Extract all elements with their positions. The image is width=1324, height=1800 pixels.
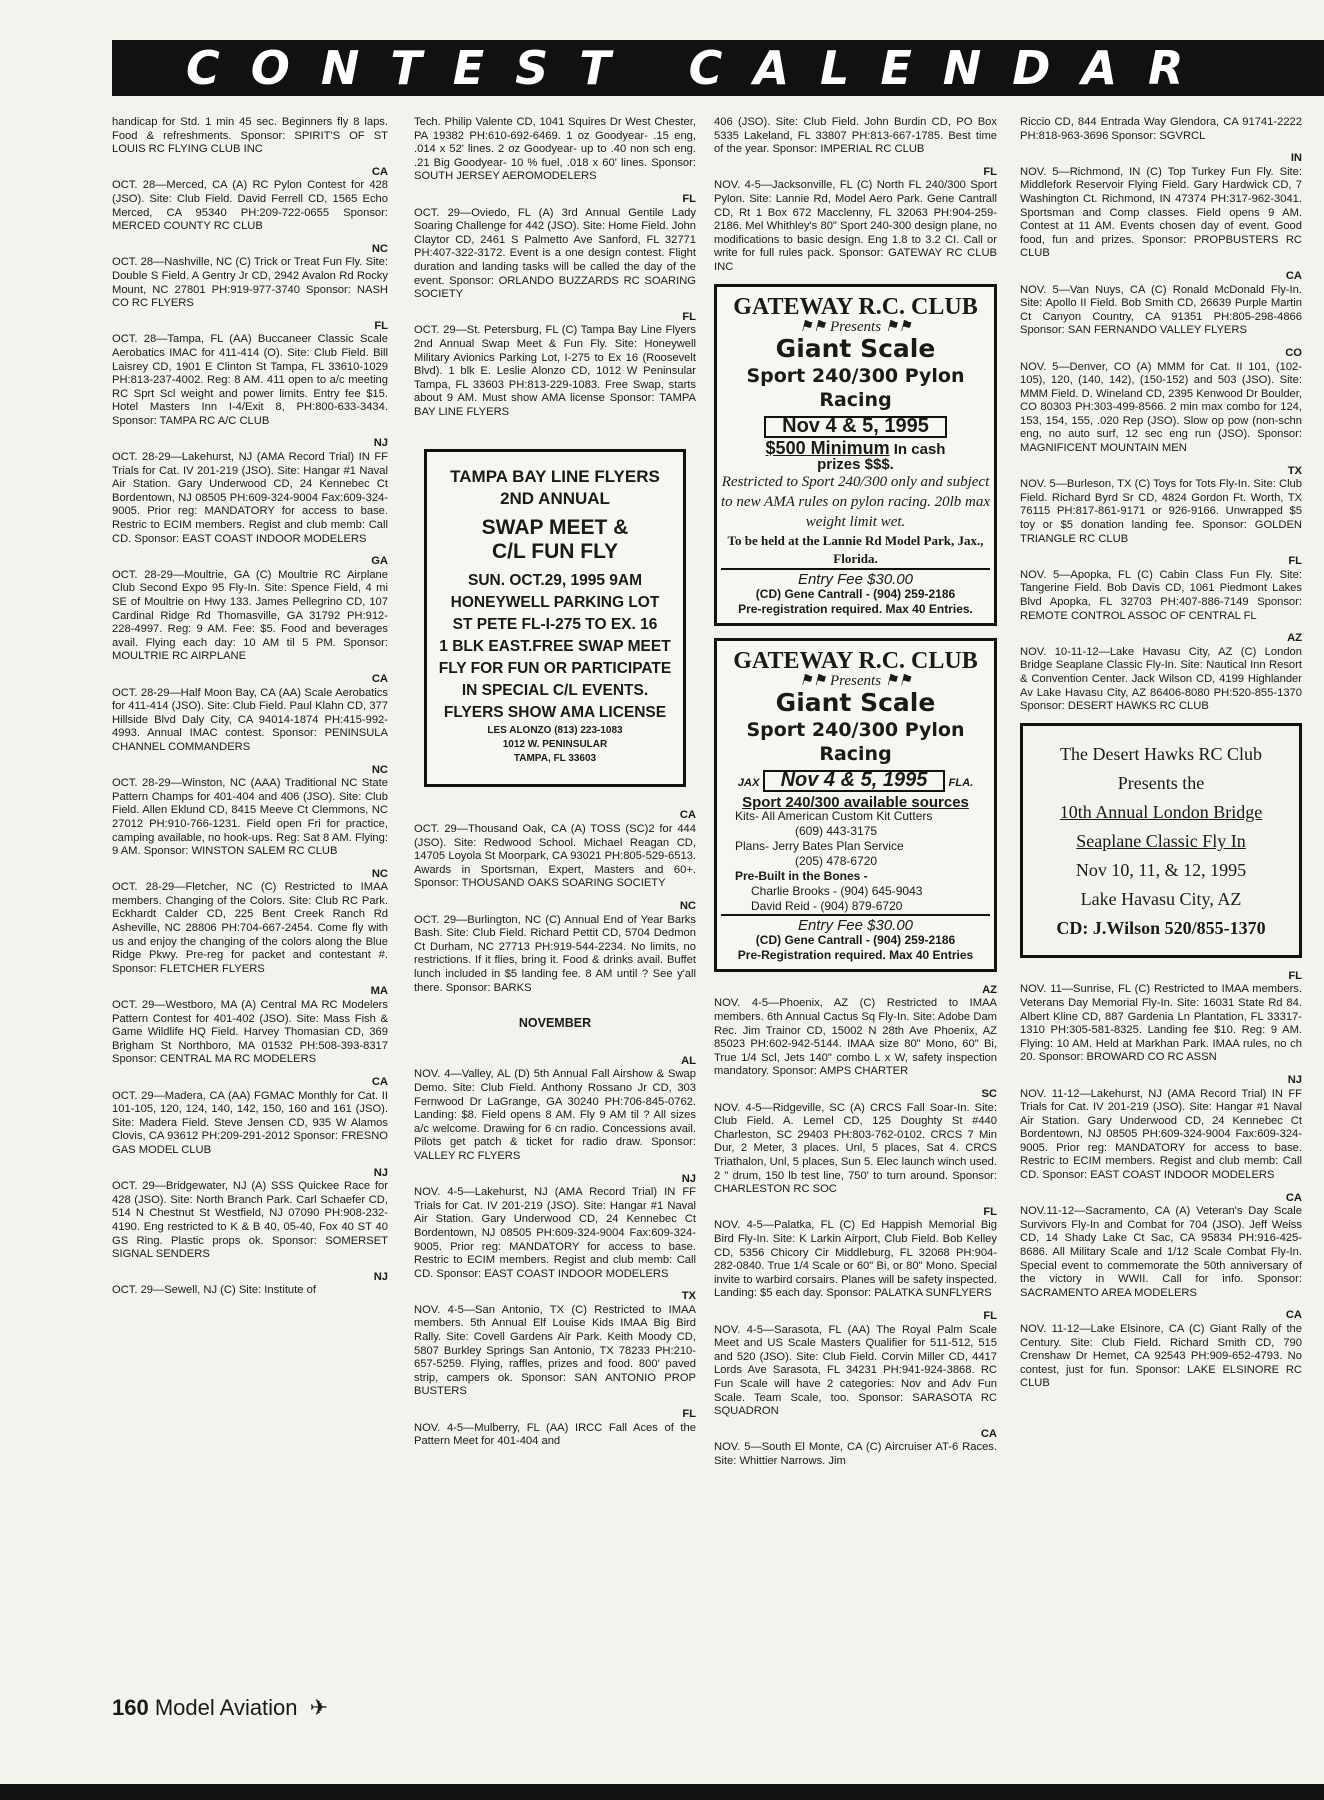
- entry-text: OCT. 29—Madera, CA (AA) FGMAC Monthly for Cat. II 101-105, 120, 124, 140, 142, 150, 160 and 161 (JSO). Site: Madera Field. Steve Jensen CD, 935 W Alamos Clovis, CA 93612 PH:209-291-2012 Sponsor: FRESNO GAS MODEL CLUB: [112, 1089, 388, 1156]
- calendar-entry: [112, 673, 388, 755]
- state-code: CO: [1285, 346, 1302, 359]
- ad-line: ST PETE FL-I-275 TO EX. 16: [452, 616, 658, 634]
- state-code: CA: [371, 165, 388, 178]
- entry-text: OCT. 28-29—Fletcher, NC (C) Restricted to IMAA members. Changing of the Colors. Site: Club RC Park. Eckhardt Calder CD, 225 Bent Creek Ranch Rd Asheville, NC 28806 PH:704-667-2454. Come fly with us and enjoy the changing of the colors along the Blue Ridge Pkwy. Pre-reg for packet and contestant #. Sponsor: FLETCHER FLYERS: [112, 881, 388, 975]
- state-code: NJ: [373, 1270, 388, 1283]
- state-code: FL: [682, 192, 696, 205]
- ad-line: ⚑⚑ Presents ⚑⚑: [799, 672, 912, 689]
- entry-text: NOV. 4-5—Ridgeville, SC (A) CRCS Fall Soar-In. Site: Club Field. A. Lemel CD, 125 Doughty St #440 Charleston, SC 29403 PH:803-762-0102. CRCS 7 Min Dur, 2 Meter, 3 places. Unl, 5 places, Sat 4. CRCS Triathalon, Unl, 5 places, Sun 5. Elec launch winch used. 2 " drum, 150 lb test line, 750' to turn around. Sponsor: CHARLESTON RC SOC: [714, 1101, 997, 1196]
- entry-text: handicap for Std. 1 min 45 sec. Beginners fly 8 laps. Food & refreshments. Sponsor: SPIRIT'S OF ST LOUIS RC FLYING CLUB INC: [112, 116, 388, 156]
- column-4: [1020, 116, 1302, 1400]
- ad-line: 1 BLK EAST.FREE SWAP MEET: [439, 638, 671, 656]
- entry-list: [414, 116, 696, 419]
- entry-text: Tech. Philip Valente CD, 1041 Squires Dr West Chester, PA 19382 PH:610-692-6469. 1 oz Goodyear- .15 eng, .014 x 52' lines. 2 oz Goodyear- up to .40 non sch eng. .21 Big Goodyear- 10 % fuel, .018 x 60' lines. Sponsor: SOUTH JERSEY AEROMODELERS: [414, 116, 696, 183]
- checkered-flags-icon: ⚑⚑: [884, 318, 912, 335]
- event-date-box: Nov 4 & 5, 1995: [764, 416, 947, 438]
- state-code: SC: [981, 1088, 997, 1101]
- state-code: IN: [1290, 152, 1302, 165]
- state-code: FL: [374, 319, 388, 332]
- gateway-rc-club-ad-1: [714, 284, 997, 626]
- ad-line: Sport 240/300 available sources: [742, 793, 969, 811]
- ad-line: (609) 443-3175: [795, 824, 878, 839]
- state-code: NJ: [681, 1172, 696, 1185]
- calendar-entry: [112, 437, 388, 546]
- calendar-entry: [414, 1055, 696, 1164]
- calendar-entry: [714, 1088, 997, 1197]
- entry-text: NOV.11-12—Sacramento, CA (A) Veteran's Day Scale Survivors Fly-In and Combat for 704 (JSO). Jeff Weiss CD, 14 Shady Lake Ct Sac, CA 95834 PH:916-425-8686. All Military Scale and 1/12 Scale Combat Fly-In. Special event to commemorate the 50th anniversary of the victory in WWII. Call for info. Sponsor: SACRAMENTO AREA MODELERS: [1020, 1205, 1302, 1299]
- entry-text: NOV. 4-5—Mulberry, FL (AA) IRCC Fall Aces of the Pattern Meet for 401-404 and: [414, 1421, 696, 1448]
- ad-line: IN SPECIAL C/L EVENTS.: [461, 682, 649, 700]
- ad-line: (CD) Gene Cantrall - (904) 259-2186: [755, 586, 956, 601]
- entry-text: NOV. 4-5—Palatka, FL (C) Ed Happish Memorial Big Bird Fly-In. Site: K Larkin Airport, Club Field. Bob Kelley CD, 5356 Chicory Cir Middleburg, FL 32068 PH:904-282-0840. True 1/4 Scale or 60" Bi, or 80" Mono. Special invite to warbird corsairs. Planes will be safety inspected. Landing: $5 each day. Sponsor: PALATKA SUNFLYERS: [714, 1219, 997, 1300]
- entry-text: 406 (JSO). Site: Club Field. John Burdin CD, PO Box 5335 Lakeland, FL 33807 PH:813-667-1785. Best time of the year. Sponsor: IMPERIAL RC CLUB: [714, 116, 997, 156]
- ad-line: Pre-Registration required. Max 40 Entries: [737, 947, 974, 962]
- magazine-name: Model Aviation: [154, 1695, 298, 1720]
- calendar-entry: [112, 1167, 388, 1262]
- calendar-entry: [714, 1310, 997, 1419]
- state-code: CA: [1285, 1191, 1302, 1204]
- ad-line: Charlie Brooks - (904) 645-9043: [751, 884, 923, 899]
- calendar-entry: [414, 1408, 696, 1449]
- state-code: NC: [371, 867, 388, 880]
- state-code: CA: [679, 809, 696, 822]
- bottom-edge-band: [0, 1784, 1324, 1800]
- ad-line: TAMPA BAY LINE FLYERS: [450, 467, 660, 487]
- entry-list: [714, 984, 997, 1469]
- sources-list: [721, 809, 990, 914]
- calendar-entry: [112, 166, 388, 234]
- ad-line: SWAP MEET &: [481, 516, 629, 540]
- entry-text: NOV. 4-5—Lakehurst, NJ (AMA Record Trial) IN FF Trials for Cat. IV 201-219 (JSO). Site: Hangar #1 Naval Air Station. Gary Underwood CD, 24 Kennebec Ct Bordentown, NJ 08505 PH:609-324-9004 Fax:609-324-9005. Prior reg: MANDATORY for access to base. Restric to ECIM members. Regist and club memb: Call CD. Sponsor: EAST COAST INDOOR MODELERS: [414, 1186, 696, 1280]
- ad-line: Nov 10, 11, & 12, 1995: [1075, 859, 1247, 880]
- ad-line: TAMPA, FL 33603: [513, 753, 597, 765]
- entry-text: NOV. 4-5—Phoenix, AZ (C) Restricted to IMAA members. 6th Annual Cactus Sq Fly-In. Site: Adobe Dam Rec. Jim Trainor CD, 15002 N 28th Ave Phoenix, AZ 85023 PH:602-942-5144. IMAA size 80" Mono, 60" Bi, True 1/4 Scl, Jets 140" combo L x W, safety inspection mandatory. Sponsor: AMPS CHARTER: [714, 997, 997, 1078]
- ad-line: (CD) Gene Cantrall - (904) 259-2186: [755, 932, 956, 947]
- ad-line: Pre-registration required. Max 40 Entries.: [738, 601, 973, 616]
- calendar-entry: [1020, 116, 1302, 143]
- entry-text: OCT. 28—Tampa, FL (AA) Buccaneer Classic Scale Aerobatics IMAC for 411-414 (O). Site: Club Field. Bill Laisrey CD, 1901 E Clinton St Tampa, FL 33610-1029 PH:813-237-4002. Reg: 8 AM. 411 open to a/c meeting RC Sprt Scl weight and power limits. Entry fee $15. Hotel Masters Inn I-4/Exit 8, PH:800-633-3434. Sponsor: TAMPA RC A/C CLUB: [112, 333, 388, 427]
- ad-line: prizes $$$.: [817, 456, 894, 474]
- desert-hawks-ad: [1020, 723, 1302, 958]
- entry-text: OCT. 29—Westboro, MA (A) Central MA RC Modelers Pattern Contest for 401-402 (JSO). Site: Mass Fish & Game Wildlife HQ Field. Harvey Thomasian CD, 369 Brigham St Northboro, MA 01532 PH:508-393-8317 Sponsor: CENTRAL MA RC MODELERS: [112, 999, 388, 1066]
- ad-line: FLYERS SHOW AMA LICENSE: [443, 704, 667, 722]
- ad-line: Giant Scale: [775, 688, 936, 718]
- ad-line: Kits- All American Custom Kit Cutters: [735, 809, 933, 824]
- entry-text: NOV. 5—Richmond, IN (C) Top Turkey Fun Fly. Site: Middlefork Reservoir Flying Field. Gary Hardwick CD, 7 Washington Ct. Richmond, IN 47374 PH:317-962-3041. Sportsman and Comp classes. Field opens 9 AM. Contest at 11 AM. Events chosen day of event. Good food, fun and prizes. Sponsor: PROPBUSTERS RC CLUB: [1020, 165, 1302, 260]
- state-code: AL: [681, 1054, 696, 1067]
- ad-line: FLY FOR FUN OR PARTICIPATE: [438, 660, 672, 678]
- ad-line: C/L FUN FLY: [491, 540, 618, 564]
- state-code: CA: [980, 1427, 997, 1440]
- checkered-flags-icon: ⚑⚑: [884, 672, 912, 689]
- calendar-entry: [112, 320, 388, 429]
- calendar-entry: [1020, 1309, 1302, 1391]
- ad-line: Lake Havasu City, AZ: [1080, 888, 1242, 909]
- entry-text: NOV. 11-12—Lake Elsinore, CA (C) Giant Rally of the Century. Site: Club Field. Richard Smith CD, 790 Crenshaw Dr Hemet, CA 92543 PH:909-652-4793. No contest, just for fun. Sponsor: LAKE ELSINORE RC CLUB: [1020, 1323, 1302, 1390]
- ad-line: JAX Nov 4 & 5, 1995 FLA.: [737, 769, 974, 792]
- ad-line: 1012 W. PENINSULAR: [502, 739, 608, 751]
- entry-list: [1020, 116, 1302, 714]
- entry-text: OCT. 29—Thousand Oak, CA (A) TOSS (SC)2 for 444 (JSO). Site: Redwood School. Michael Reagan CD, 14705 Loyola St Moorpark, CA 93021 PH:805-529-6513. Awards in Sportsman, Expert, Masters and 60+. Sponsor: THOUSAND OAKS SOARING SOCIETY: [414, 823, 696, 890]
- state-code: NC: [679, 900, 696, 913]
- entry-list: [1020, 970, 1302, 1391]
- state-code: FL: [983, 1205, 997, 1218]
- column-2: [414, 116, 696, 1458]
- entry-text: OCT. 28-29—Winston, NC (AAA) Traditional NC State Pattern Champs for 401-404 and 406 (JSO). Site: Club Field. Allen Eklund CD, 8415 Meeve Ct Clemmons, NC 27012 PH:910-766-1231. Field open Fri for practice, camping available, no hook-ups. Reg: Sat 8 AM. Flying: 9 AM. Sponsor: WINSTON SALEM RC CLUB: [112, 777, 388, 858]
- calendar-entry: [414, 193, 696, 302]
- page-footer: [112, 1695, 328, 1721]
- calendar-entry: [414, 809, 696, 891]
- checkered-flags-icon: ⚑⚑: [799, 318, 827, 335]
- calendar-entry: [112, 764, 388, 859]
- calendar-entry: [414, 116, 696, 184]
- calendar-entry: [112, 1271, 388, 1298]
- entry-list: [414, 809, 696, 995]
- ad-line: Seaplane Classic Fly In: [1076, 830, 1246, 851]
- calendar-entry: [414, 1290, 696, 1399]
- calendar-entry: [112, 868, 388, 977]
- ad-line: Pre-Built in the Bones -: [735, 869, 868, 884]
- entry-text: NOV. 5—Van Nuys, CA (C) Ronald McDonald Fly-In. Site: Apollo II Field. Bob Smith CD, 26639 Purple Martin Ct Canyon Country, CA 91351 PH:805-298-4866 Sponsor: SAN FERNANDO VALLEY FLYERS: [1020, 283, 1302, 337]
- entry-text: OCT. 28—Merced, CA (A) RC Pylon Contest for 428 (JSO). Site: Club Field. David Ferrell CD, 1565 Echo Merced, CA 95340 PH:209-722-0655 Sponsor: MERCED COUNTY RC CLUB: [112, 179, 388, 233]
- calendar-entry: [1020, 970, 1302, 1065]
- entry-text: NOV. 11—Sunrise, FL (C) Restricted to IMAA members. Veterans Day Memorial Fly-In. Site: 16031 State Rd 84. Albert Kline CD, 887 Gardenia Ln Plantation, FL 33317-1310 PH:305-581-8325. Landing fee $10. Reg: 9 AM. Flying: 10 AM. Held at Markhan Park. IMAA rules, no ch 20. Sponsor: BROWARD CO RC ASSN: [1020, 983, 1302, 1064]
- ad-line: Entry Fee $30.00: [721, 914, 990, 933]
- state-code: FL: [682, 310, 696, 323]
- calendar-entry: [414, 1173, 696, 1282]
- tampa-bay-swap-meet-ad: [424, 449, 686, 787]
- state-code: FL: [1288, 555, 1302, 568]
- entry-text: OCT. 29—Oviedo, FL (A) 3rd Annual Gentile Lady Soaring Challenge for 442 (JSO). Site: Home Field. John Claytor CD, 2461 S Palmetto Ave Sanford, FL 32771 PH:407-322-3172. Event is a one design contest. Flight duration and landing tasks will be called the day of the event. Sponsor: ORLANDO BUZZARDS RC SOARING SOCIETY: [414, 206, 696, 301]
- ad-line: David Reid - (904) 879-6720: [751, 899, 903, 914]
- calendar-entry: [714, 166, 997, 275]
- entry-text: NOV. 4—Valley, AL (D) 5th Annual Fall Airshow & Swap Demo. Site: Club Field. Anthony Rossano Jr CD, 303 Fernwood Dr LaGrange, GA 30240 PH:706-845-0762. Landing: $8. Field opens 8 AM. Fly 9 AM til ? All sizes a/c welcome. Drawing for 6 cn radio. Concessions avail. Pilots get patch & ticket for radio draw. Sponsor: VALLEY RC FLYERS: [414, 1068, 696, 1162]
- entry-text: NOV. 5—Burleson, TX (C) Toys for Tots Fly-In. Site: Club Field. Richard Byrd Sr CD, 4824 Gordon Ft. Worth, TX 76115 PH:817-861-9171 or 926-9166. Unwrapped $5 toy or $5 donation landing fee. Sponsor: GOLDEN TRIANGLE RC CLUB: [1020, 478, 1302, 545]
- ad-line: Entry Fee $30.00: [721, 568, 990, 587]
- ad-line: $500 Minimum In cash: [765, 437, 946, 458]
- entry-text: OCT. 29—St. Petersburg, FL (C) Tampa Bay Line Flyers 2nd Annual Swap Meet & Fun Fly. Site: Honeywell Military Avionics Parking Lot, I-275 to Ex 16 (Roosevelt Blvd). 1 blk E. Leslie Alonzo CD, 1012 W Peninsular Tampa, FL 33603 PH:813-229-1083. Free Swap, starts about 9 AM. Must show AMA license Sponsor: TAMPA BAY LINE FLYERS: [414, 324, 696, 418]
- calendar-entry: [1020, 555, 1302, 623]
- state-code: CA: [1285, 269, 1302, 282]
- entry-list: [414, 1055, 696, 1449]
- state-code: TX: [1287, 464, 1302, 477]
- state-code: NC: [371, 242, 388, 255]
- ad-line: Presents the: [1117, 772, 1205, 793]
- entry-text: NOV. 5—South El Monte, CA (C) Aircruiser AT-6 Races. Site: Whittier Narrows. Jim: [714, 1441, 997, 1467]
- ad-title: GATEWAY R.C. CLUB: [733, 293, 978, 320]
- state-code: FL: [682, 1408, 696, 1421]
- state-code: FL: [983, 165, 997, 178]
- calendar-entry: [1020, 270, 1302, 338]
- entry-text: OCT. 29—Bridgewater, NJ (A) SSS Quickee Race for 428 (JSO). Site: North Branch Park. Carl Schaefer CD, 514 N Chestnut St Westfield, NJ 07090 PH:908-232-4190. Eng restricted to K & B 40, 05-40, Fox 40 ST 40 GS Ring. Plastic props ok. Sponsor: SOMERSET SIGNAL SENDERS: [112, 1180, 388, 1261]
- calendar-entry: [1020, 465, 1302, 547]
- entry-text: OCT. 28-29—Lakehurst, NJ (AMA Record Trial) IN FF Trials for Cat. IV 201-219 (JSO). Site: Hangar #1 Naval Air Station. Gary Underwood CD, 24 Kennebec Ct Bordentown, NJ 08505 PH:609-324-9004 Fax:609-324-9005. Prior reg: MANDATORY for access to base. Restric to ECIM members. Regist and club memb: Call CD. Sponsor: EAST COAST INDOOR MODELERS: [112, 451, 388, 545]
- ad-line: To be held at the Lannie Rd Model Park, Jax., Florida.: [727, 532, 984, 566]
- contest-calendar-banner: [112, 40, 1324, 96]
- state-code: CA: [371, 672, 388, 685]
- ad-line: Plans- Jerry Bates Plan Service: [735, 839, 904, 854]
- ad-line: 2ND ANNUAL: [500, 489, 610, 509]
- calendar-entry: [1020, 1074, 1302, 1183]
- page-title: CONTEST CALENDAR: [186, 41, 1215, 95]
- section-heading-november: NOVEMBER: [518, 1016, 592, 1031]
- state-code: CA: [1285, 1309, 1302, 1322]
- ad-line: 10th Annual London Bridge: [1059, 801, 1263, 822]
- ad-line: HONEYWELL PARKING LOT: [450, 594, 660, 612]
- calendar-entry: [714, 984, 997, 1079]
- entry-text: NOV. 5—Apopka, FL (C) Cabin Class Fun Fly. Site: Tangerine Field. Bob Davis CD, 1061 Piedmont Lakes Blvd Apopka, FL 32703 PH:407-886-7149 Sponsor: REMOTE CONTROL ASSOC OF CENTRAL FL: [1020, 568, 1302, 622]
- entry-text: NOV. 10-11-12—Lake Havasu City, AZ (C) London Bridge Seaplane Classic Fly-In. Site: Nautical Inn Resort & Convention Center. Jack Wilson CD, 4199 Highlander Av Lake Havasu City, AZ 86406-8080 PH:520-855-1370 Sponsor: DESERT HAWKS RC CLUB: [1020, 645, 1302, 713]
- calendar-entry: [112, 116, 388, 157]
- state-code: GA: [371, 555, 388, 568]
- ad-line: Sport 240/300 Pylon Racing: [746, 719, 965, 766]
- ad-line: ⚑⚑ Presents ⚑⚑: [799, 318, 912, 335]
- state-code: FL: [983, 1309, 997, 1322]
- calendar-entry: [714, 1206, 997, 1301]
- state-code: NJ: [373, 1166, 388, 1179]
- ad-line: The Desert Hawks RC Club: [1060, 743, 1262, 764]
- calendar-entry: [112, 555, 388, 664]
- state-code: NC: [371, 763, 388, 776]
- ad-line: LES ALONZO (813) 223-1083: [487, 725, 623, 737]
- entry-text: NOV. 4-5—Sarasota, FL (AA) The Royal Palm Scale Meet and US Scale Masters Qualifier for 511-512, 515 and 520 (JSO). Site: Club Field. Corvin Miller CD, 4417 Lords Ave Sarasota, FL 34231 PH:941-924-3868. RC Fun Scale will have 2 categories: Nov and Adv Fun Scale. Team Scale, too. Sponsor: SARASOTA RC SQUADRON: [714, 1323, 997, 1418]
- gateway-rc-club-ad-2: [714, 638, 997, 972]
- entry-text: OCT. 28—Nashville, NC (C) Trick or Treat Fun Fly. Site: Double S Field. A Gentry Jr CD, 2942 Avalon Rd Rocky Mount, NC 27801 PH:919-977-3740 Sponsor: NASH CO RC FLYERS: [112, 256, 388, 310]
- ad-line: Restricted to Sport 240/300 only and subject to new AMA rules on pylon racing. 20lb max weight limit wet.: [721, 473, 991, 530]
- column-1: [112, 116, 388, 1307]
- calendar-entry: [1020, 1192, 1302, 1301]
- ad-line: (205) 478-6720: [795, 854, 878, 869]
- state-code: AZ: [982, 983, 997, 996]
- state-code: AZ: [1287, 632, 1302, 645]
- calendar-entry: [714, 1428, 997, 1469]
- entry-text: NOV. 4-5—San Antonio, TX (C) Restricted to IMAA members. 5th Annual Elf Louise Kids IMAA Big Bird Rally. Site: Covell Gardens Air Park. Keith Moody CD, 5807 Burkley Springs San Antonio, TX 78233 PH:210-657-5259. Flying, raffles, prizes and food. 800' paved strip, campers ok. Sponsor: SAN ANTONIO PROP BUSTERS: [414, 1303, 696, 1398]
- calendar-entry: [1020, 347, 1302, 456]
- state-code: NJ: [373, 437, 388, 450]
- checkered-flags-icon: ⚑⚑: [799, 672, 827, 689]
- ad-line: Giant Scale: [775, 334, 936, 364]
- calendar-entry: [112, 1076, 388, 1158]
- state-code: TX: [681, 1290, 696, 1303]
- calendar-entry: [414, 311, 696, 420]
- state-code: NJ: [1287, 1073, 1302, 1086]
- calendar-entry: [1020, 152, 1302, 261]
- plane-arrow-icon: ✈: [309, 1695, 329, 1720]
- entry-text: NOV. 5—Denver, CO (A) MMM for Cat. II 101, (102-105), 120, (140, 142), (150-152) and 503 (JSO). Site: MMM Field. D. Wineland CD, 2395 Kenwood Dr Boulder, CO 80303 PH:303-499-8566. 2 min max combo for 124, 153, 154, 155, .020 Rep (JSO). Slow op pow (non-schn eng, no auto surf, 12 sec eng run (JSO). Sponsor: MAGNIFICENT MOUNTAIN MEN: [1020, 360, 1302, 455]
- entry-text: NOV. 11-12—Lakehurst, NJ (AMA Record Trial) IN FF Trials for Cat. IV 201-219 (JSO). Site: Hangar #1 Naval Air Station. Gary Underwood CD, 24 Kennebec Ct Bordentown, NJ 08505 PH:609-324-9004 Fax:609-324-9005. Prior reg: MANDATORY for access to base. Restric to ECIM members. Regist and club memb: Call CD. Sponsor: EAST COAST INDOOR MODELERS: [1020, 1087, 1302, 1182]
- event-date-box: Nov 4 & 5, 1995: [763, 770, 946, 792]
- state-code: FL: [1288, 969, 1302, 982]
- calendar-entry: [112, 985, 388, 1067]
- state-code: CA: [371, 1076, 388, 1088]
- entry-text: OCT. 29—Sewell, NJ (C) Site: Institute of: [112, 1284, 316, 1297]
- calendar-entry: [414, 900, 696, 995]
- calendar-entry: [112, 243, 388, 311]
- calendar-entry: [714, 116, 997, 157]
- page-number: 160: [112, 1695, 149, 1720]
- state-code: MA: [370, 985, 388, 998]
- entry-text: OCT. 28-29—Moultrie, GA (C) Moultrie RC Airplane Club Second Expo 95 Fly-In. Site: Spence Field, 4 mi SE of Moultrie on Hwy 133. James Pellegrino CD, 107 Cardinal Ridge Rd Thomasville, GA 31792 PH:912-228-4997. Reg: 9 AM. Fee: $5. Food and beverages avail. Flying each day: 10 AM til 5 PM. Sponsor: MOULTRIE RC AIRPLANE: [112, 568, 388, 663]
- ad-line: SUN. OCT.29, 1995 9AM: [467, 572, 642, 590]
- entry-text: OCT. 28-29—Half Moon Bay, CA (AA) Scale Aerobatics for 411-414 (JSO). Site: Club Field. Paul Klahn CD, 377 Hillside Blvd Daly City, CA 94014-1874 PH:415-992-4993. Annual IMAC contest. Sponsor: PENINSULA CHANNEL COMMANDERS: [112, 686, 388, 753]
- entry-list: [112, 116, 388, 1298]
- ad-title: GATEWAY R.C. CLUB: [733, 647, 978, 674]
- entry-list: [714, 116, 997, 275]
- entry-text: Riccio CD, 844 Entrada Way Glendora, CA 91741-2222 PH:818-963-3696 Sponsor: SGVRCL: [1020, 116, 1302, 142]
- column-3: [714, 116, 997, 1477]
- calendar-entry: [1020, 632, 1302, 714]
- entry-text: NOV. 4-5—Jacksonville, FL (C) North FL 240/300 Sport Pylon. Site: Lannie Rd, Model Aero Park. Gene Cantrall CD, Rt 1 Box 672 Macclenny, FL 32063 PH:904-259-2186. Mel Whithley's 80" Sport 240-300 design plane, no modifications to basic design. Eng 1.8 to 3.2 CI. Call or write for full rules pack. Sponsor: GATEWAY RC CLUB INC: [714, 179, 997, 273]
- ad-line: CD: J.Wilson 520/855-1370: [1056, 917, 1266, 938]
- ad-line: Sport 240/300 Pylon Racing: [746, 365, 965, 412]
- entry-text: OCT. 29—Burlington, NC (C) Annual End of Year Barks Bash. Site: Club Field. Richard Pettit CD, 5704 Dedmon Ct Durham, NC 27713 PH:919-544-2234. No limits, no restrictions. If it flies, bring it. Food & drinks avail. Buffet lunch included in $5 landing fee. 8 AM until ? See y'all there. Sponsor: BARKS: [414, 913, 696, 994]
